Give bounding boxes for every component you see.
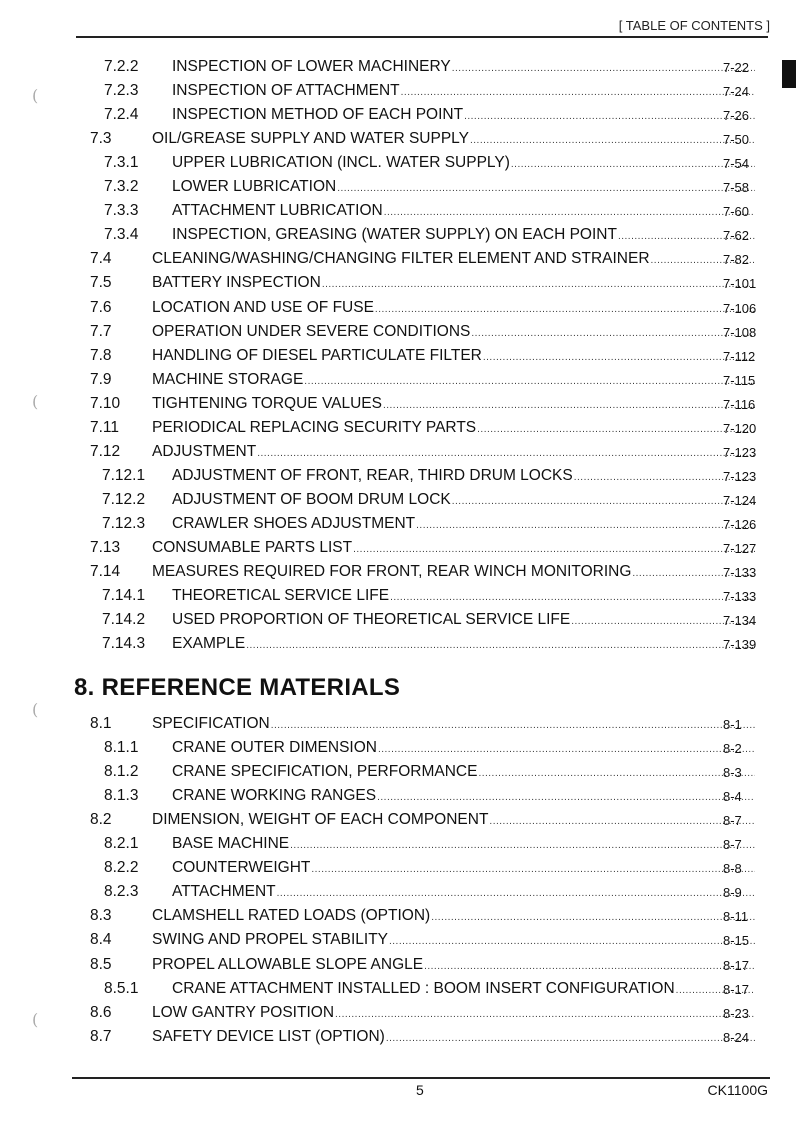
toc-entry-title-line — [172, 512, 756, 538]
toc-entry-title-line — [152, 368, 756, 394]
toc-entry-title: CRANE OUTER DIMENSION — [172, 739, 377, 757]
toc-entry[interactable] — [0, 560, 810, 584]
toc-leader-dots — [471, 322, 755, 346]
toc-entry-page: 7-124 — [723, 492, 757, 508]
toc-entry-title-line — [172, 977, 756, 1003]
toc-entry-title: UPPER LUBRICATION (INCL. WATER SUPPLY) — [172, 154, 510, 172]
toc-entry-number: 7.2.4 — [104, 106, 139, 124]
toc-entry-title-line — [152, 1025, 756, 1051]
scan-mark: ( — [32, 86, 39, 105]
toc-entry[interactable] — [0, 760, 810, 784]
toc-entry[interactable] — [0, 736, 810, 760]
toc-entry[interactable] — [0, 103, 810, 127]
toc-entry[interactable] — [0, 271, 810, 295]
toc-entry[interactable] — [0, 977, 810, 1001]
toc-entry-page: 8-4 — [723, 789, 742, 805]
toc-entry-title: THEORETICAL SERVICE LIFE — [172, 587, 390, 605]
toc-entry[interactable] — [0, 320, 810, 344]
toc-entry-number: 7.3.2 — [104, 178, 139, 196]
toc-entry[interactable] — [0, 199, 810, 223]
toc-entry[interactable] — [0, 416, 810, 440]
toc-entry-number: 8.2.3 — [104, 883, 139, 901]
toc-leader-dots — [378, 738, 755, 762]
toc-entry-title-line — [152, 560, 756, 586]
toc-entry-title: CLAMSHELL RATED LOADS (OPTION) — [152, 907, 431, 925]
toc-entry-page: 7-22 — [723, 60, 750, 75]
toc-entry-number: 7.4 — [90, 250, 112, 268]
toc-entry-number: 8.3 — [90, 907, 112, 925]
footer-rule — [72, 1077, 770, 1079]
toc-entry[interactable] — [0, 247, 810, 271]
toc-entry-page: 7-116 — [723, 396, 756, 412]
toc-entry-title-line — [172, 464, 756, 490]
toc-entry[interactable] — [0, 1025, 810, 1049]
toc-entry-number: 7.2.3 — [104, 82, 139, 100]
toc-entry-title: CRANE WORKING RANGES — [172, 787, 377, 805]
toc-entry-number: 7.14.2 — [102, 611, 146, 629]
toc-entry-number: 7.9 — [90, 370, 112, 388]
toc-entry-title-line — [152, 247, 756, 273]
toc-entry-title-line — [152, 808, 756, 834]
toc-entry[interactable] — [0, 464, 810, 488]
toc-entry[interactable] — [0, 632, 810, 656]
scan-mark: ( — [32, 1010, 39, 1029]
toc-entry-title-line — [152, 127, 756, 153]
toc-entry-number: 7.6 — [90, 298, 112, 316]
toc-entry[interactable] — [0, 79, 810, 103]
toc-entry-title: CRAWLER SHOES ADJUSTMENT — [172, 514, 416, 532]
toc-entry-number: 7.3 — [90, 130, 112, 148]
toc-entry-page: 7-101 — [723, 276, 757, 292]
toc-entry[interactable] — [0, 904, 810, 928]
toc-entry-title-line — [172, 55, 756, 81]
toc-entry-title-line — [172, 223, 756, 249]
toc-entry[interactable] — [0, 608, 810, 632]
toc-entry[interactable] — [0, 392, 810, 416]
toc-entry-title-line — [152, 712, 756, 738]
toc-entry-number: 7.12.3 — [102, 514, 146, 532]
header-label: [ TABLE OF CONTENTS ] — [618, 18, 770, 33]
toc-leader-dots — [383, 394, 755, 418]
toc-entry-page: 8-1 — [723, 717, 742, 732]
toc-entry-title-line — [172, 199, 756, 225]
toc-entry-page: 7-58 — [723, 180, 750, 196]
toc-entry-page: 7-115 — [723, 372, 756, 388]
toc-entry[interactable] — [0, 151, 810, 175]
toc-entry-title: MACHINE STORAGE — [152, 370, 304, 388]
toc-leader-dots — [384, 201, 755, 225]
toc-entry-page: 7-54 — [723, 156, 750, 172]
toc-entry-title: SWING AND PROPEL STABILITY — [152, 931, 388, 949]
toc-leader-dots — [390, 586, 755, 610]
toc-entry-title-line — [152, 416, 756, 442]
toc-leader-dots — [271, 714, 755, 738]
toc-entry-page: 8-9 — [723, 885, 742, 901]
toc-entry-title-line — [172, 632, 756, 658]
toc-entry-page: 7-126 — [723, 516, 757, 532]
header-rule — [76, 36, 768, 38]
toc-entry-number: 7.7 — [90, 322, 112, 340]
toc-entry-number: 8.6 — [90, 1003, 112, 1021]
toc-entry-title-line — [152, 392, 756, 418]
toc-entry-number: 7.10 — [90, 394, 121, 412]
toc-entry-page: 8-3 — [723, 765, 742, 781]
toc-entry-title: TIGHTENING TORQUE VALUES — [152, 394, 382, 412]
toc-entry-title-line — [172, 736, 756, 762]
toc-entry-title: ATTACHMENT LUBRICATION — [172, 202, 383, 220]
toc-leader-dots — [277, 882, 755, 906]
toc-entry[interactable] — [0, 856, 810, 880]
toc-entry-title: COUNTERWEIGHT — [172, 859, 311, 877]
toc-entry-page: 8-2 — [723, 741, 742, 757]
toc-entry-title-line — [172, 79, 756, 105]
toc-leader-dots — [246, 634, 755, 658]
toc-entry-page: 7-106 — [723, 300, 757, 316]
toc-leader-dots — [311, 858, 755, 882]
toc-entry-number: 8.4 — [90, 931, 112, 949]
toc-leader-dots — [386, 1027, 755, 1051]
toc-entry-page: 8-7 — [723, 813, 742, 829]
toc-entry-number: 7.2.2 — [104, 58, 139, 75]
toc-entry[interactable] — [0, 953, 810, 977]
toc-entry[interactable] — [0, 368, 810, 392]
toc-entry-title-line — [172, 584, 756, 610]
toc-entry-page: 7-139 — [723, 637, 757, 653]
toc-entry[interactable] — [0, 712, 810, 736]
toc-entry-page: 7-108 — [723, 324, 757, 340]
toc-entry-title: OPERATION UNDER SEVERE CONDITIONS — [152, 322, 471, 340]
toc-entry-title-line — [152, 320, 756, 346]
toc-entry-number: 8.5.1 — [104, 979, 139, 997]
toc-entry-number: 7.12.2 — [102, 490, 146, 508]
toc-entry-number: 7.12.1 — [102, 466, 146, 484]
toc-entry[interactable] — [0, 536, 810, 560]
toc-entry-number: 8.2.1 — [104, 835, 139, 853]
toc-entry[interactable] — [0, 584, 810, 608]
toc-entry-title: LOWER LUBRICATION — [172, 178, 337, 196]
toc-entry-page: 7-134 — [723, 613, 757, 629]
toc-leader-dots — [477, 418, 755, 442]
toc-entry-page: 8-8 — [723, 861, 742, 877]
toc-entry-number: 8.2.2 — [104, 859, 139, 877]
toc-entry-page: 7-123 — [723, 468, 757, 484]
toc-leader-dots — [257, 442, 755, 466]
toc-entry-title: HANDLING OF DIESEL PARTICULATE FILTER — [152, 346, 482, 364]
toc-entry-title-line — [172, 784, 756, 810]
toc-entry-title: PROPEL ALLOWABLE SLOPE ANGLE — [152, 955, 424, 973]
toc-entry-number: 8.5 — [90, 955, 112, 973]
toc-entry-title: DIMENSION, WEIGHT OF EACH COMPONENT — [152, 811, 489, 829]
toc-leader-dots — [389, 930, 755, 954]
toc-entry-page: 7-60 — [723, 204, 750, 220]
toc-entry[interactable] — [0, 928, 810, 952]
toc-entry-title: OIL/GREASE SUPPLY AND WATER SUPPLY — [152, 130, 469, 148]
toc-entry-page: 8-17 — [723, 981, 750, 997]
toc-leader-dots — [470, 129, 755, 153]
toc-entry-title-line — [152, 536, 756, 562]
toc-entry-title-line — [152, 271, 756, 297]
toc-leader-dots — [489, 810, 755, 834]
toc-entry[interactable] — [0, 55, 810, 79]
toc-entry-title: SAFETY DEVICE LIST (OPTION) — [152, 1027, 385, 1045]
toc-entry[interactable] — [0, 175, 810, 199]
toc-entry-title: ADJUSTMENT OF BOOM DRUM LOCK — [172, 490, 451, 508]
toc-entry-number: 8.1.1 — [104, 739, 139, 757]
toc-entry-title-line — [152, 953, 756, 979]
toc-entry[interactable] — [0, 784, 810, 808]
toc-leader-dots — [511, 153, 755, 177]
toc-entry[interactable] — [0, 832, 810, 856]
toc-entry-title: PERIODICAL REPLACING SECURITY PARTS — [152, 418, 477, 436]
toc-leader-dots — [478, 762, 755, 786]
toc-entry[interactable] — [0, 127, 810, 151]
scan-mark: ( — [32, 700, 39, 719]
toc-entry-number: 8.1 — [90, 715, 112, 732]
toc-entry-title: BASE MACHINE — [172, 835, 290, 853]
toc-leader-dots — [452, 490, 755, 514]
toc-entry-page: 7-26 — [723, 108, 750, 124]
toc-entry-title: ADJUSTMENT — [152, 442, 257, 460]
toc-entry-page: 8-15 — [723, 933, 750, 949]
toc-entry-title-line — [152, 344, 756, 370]
toc-entry-page: 8-24 — [723, 1029, 750, 1045]
toc-entry-page: 7-133 — [723, 565, 757, 581]
toc-leader-dots — [337, 177, 755, 201]
toc-leader-dots — [290, 834, 755, 858]
toc-entry-title-line — [172, 488, 756, 514]
toc-entry-title-line — [172, 880, 756, 906]
toc-leader-dots — [452, 57, 755, 81]
toc-entry-number: 7.12 — [90, 442, 121, 460]
toc-entry-number: 8.2 — [90, 811, 112, 829]
toc-entry-title-line — [152, 440, 756, 466]
toc-leader-dots — [464, 105, 755, 129]
section-heading-reference-materials: 8. REFERENCE MATERIALS — [74, 674, 401, 701]
toc-entry-title: INSPECTION, GREASING (WATER SUPPLY) ON EACH POINT — [172, 226, 617, 244]
toc-entry-title: INSPECTION OF LOWER MACHINERY — [172, 58, 451, 75]
toc-leader-dots — [353, 538, 755, 562]
toc-entry-number: 7.5 — [90, 274, 112, 292]
toc-entry[interactable] — [0, 440, 810, 464]
footer-page-number: 5 — [416, 1082, 424, 1098]
toc-entry-number: 7.3.1 — [104, 154, 139, 172]
toc-leader-dots — [401, 81, 755, 105]
toc-entry-title: MEASURES REQUIRED FOR FRONT, REAR WINCH MONITORING — [152, 563, 632, 581]
toc-entry-number: 7.14.3 — [102, 635, 146, 653]
toc-entry-page: 7-82 — [723, 252, 750, 268]
toc-entry-number: 8.1.3 — [104, 787, 139, 805]
toc-entry[interactable] — [0, 1001, 810, 1025]
toc-entry-page: 8-7 — [723, 837, 742, 853]
toc-entry-page: 7-120 — [723, 420, 757, 436]
toc-entry-page: 8-11 — [723, 909, 749, 925]
toc-entry-page: 8-17 — [723, 957, 750, 973]
toc-entry-title: CRANE SPECIFICATION, PERFORMANCE — [172, 763, 478, 781]
toc-entry[interactable] — [0, 880, 810, 904]
toc-leader-dots — [424, 955, 755, 979]
toc-leader-dots — [322, 273, 755, 297]
scan-mark: ( — [32, 392, 39, 411]
toc-entry-page: 7-62 — [723, 228, 750, 244]
toc-entry-title: SPECIFICATION — [152, 715, 270, 732]
toc-entry[interactable] — [0, 296, 810, 320]
toc-entry-title-line — [152, 928, 756, 954]
toc-entry-title: LOCATION AND USE OF FUSE — [152, 298, 374, 316]
toc-entry-number: 7.8 — [90, 346, 112, 364]
toc-entry-title: LOW GANTRY POSITION — [152, 1003, 335, 1021]
toc-entry-title-line — [152, 296, 756, 322]
toc-leader-dots — [304, 370, 755, 394]
toc-leader-dots — [431, 906, 755, 930]
toc-leader-dots — [335, 1003, 755, 1027]
toc-entry-title: CRANE ATTACHMENT INSTALLED : BOOM INSERT CONFIGURATION — [172, 979, 675, 997]
toc-entry[interactable] — [0, 223, 810, 247]
toc-entry-page: 8-23 — [723, 1005, 750, 1021]
footer-model-name: CK1100G — [707, 1082, 768, 1098]
toc-entry-title: USED PROPORTION OF THEORETICAL SERVICE LIFE — [172, 611, 571, 629]
toc-entry-number: 8.1.2 — [104, 763, 139, 781]
toc-entry-number: 7.13 — [90, 539, 121, 556]
toc-entry-page: 7-112 — [723, 348, 756, 364]
toc-entry-title: ADJUSTMENT OF FRONT, REAR, THIRD DRUM LOCKS — [172, 466, 573, 484]
toc-entry-title-line — [172, 760, 756, 786]
toc-entry-page: 7-127 — [723, 541, 757, 556]
toc-entry-title: CLEANING/WASHING/CHANGING FILTER ELEMENT AND STRAINER — [152, 250, 650, 268]
toc-entry[interactable] — [0, 488, 810, 512]
toc-entry-number: 7.3.4 — [104, 226, 139, 244]
toc-entry[interactable] — [0, 808, 810, 832]
toc-entry-number: 8.7 — [90, 1027, 112, 1045]
toc-leader-dots — [377, 786, 755, 810]
toc-entry-title-line — [172, 856, 756, 882]
toc-entry-title-line — [172, 608, 756, 634]
toc-entry-number: 7.14 — [90, 563, 121, 581]
toc-entry-title-line — [152, 904, 756, 930]
toc-entry-number: 7.3.3 — [104, 202, 139, 220]
toc-entry-page: 7-50 — [723, 132, 750, 148]
toc-entry-title-line — [172, 103, 756, 129]
toc-leader-dots — [416, 514, 755, 538]
toc-entry-title-line — [172, 151, 756, 177]
toc-entry-page: 7-133 — [723, 589, 757, 605]
toc-entry-title: ATTACHMENT — [172, 883, 276, 901]
toc-entry[interactable] — [0, 512, 810, 536]
toc-entry-title: CONSUMABLE PARTS LIST — [152, 539, 353, 556]
toc-entry-number: 7.11 — [90, 418, 120, 436]
toc-entry-title-line — [172, 832, 756, 858]
toc-entry-title-line — [172, 175, 756, 201]
toc-entry-title: INSPECTION METHOD OF EACH POINT — [172, 106, 464, 124]
toc-entry-number: 7.14.1 — [102, 587, 146, 605]
toc-leader-dots — [375, 298, 755, 322]
toc-entry-title: INSPECTION OF ATTACHMENT — [172, 82, 400, 100]
toc-entry[interactable] — [0, 344, 810, 368]
toc-entry-title: BATTERY INSPECTION — [152, 274, 321, 292]
toc-entry-title-line — [152, 1001, 756, 1027]
toc-entry-page: 7-24 — [723, 84, 750, 100]
toc-leader-dots — [483, 346, 755, 370]
toc-entry-title: EXAMPLE — [172, 635, 246, 653]
toc-entry-page: 7-123 — [723, 444, 757, 460]
